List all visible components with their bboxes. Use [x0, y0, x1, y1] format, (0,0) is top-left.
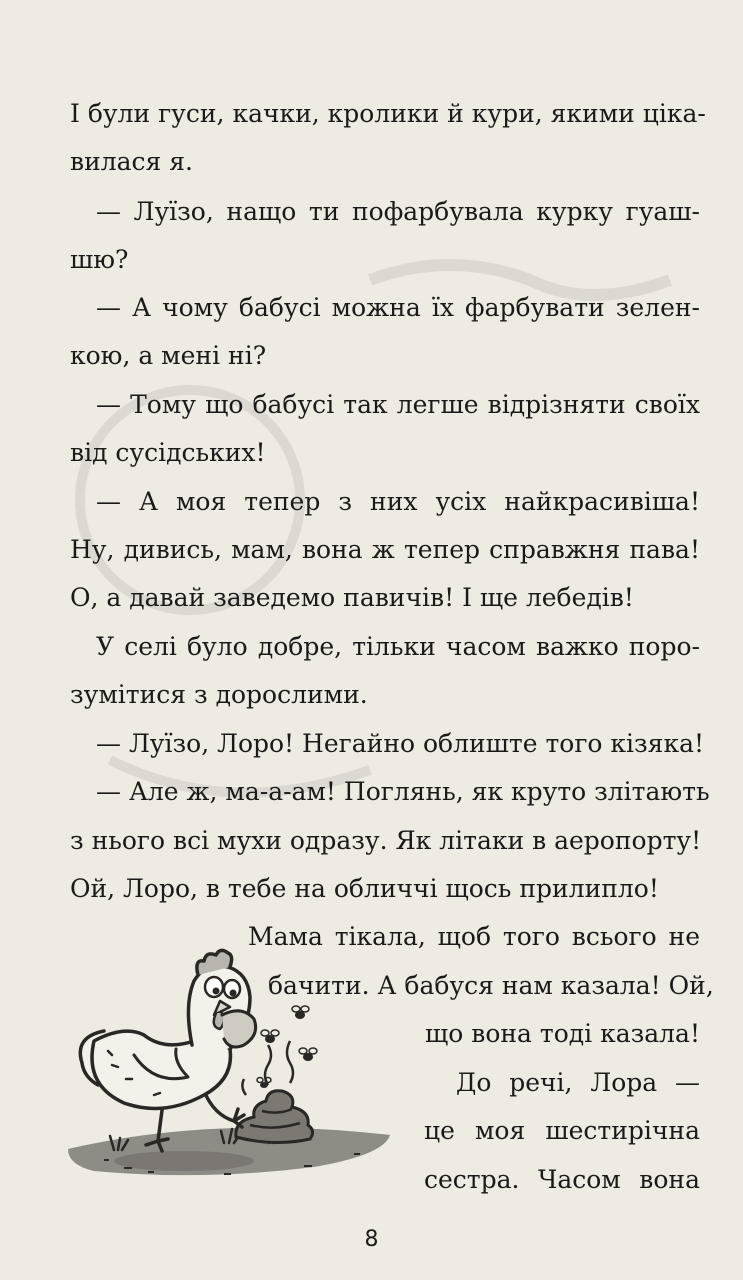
fly-icon	[292, 1006, 309, 1019]
text-line: — А чому бабусі можна їх фарбувати зелен-	[96, 293, 700, 322]
text-line: від сусідських!	[70, 438, 266, 467]
text-line: шю?	[70, 245, 129, 274]
dung-pile-icon	[236, 1041, 313, 1143]
text-line: вилася я.	[70, 147, 193, 176]
text-line: І були гуси, качки, кролики й кури, якими ціка-	[70, 99, 706, 128]
text-line: Ну, дивись, мам, вона ж тепер справжня пава!	[70, 535, 700, 564]
text-line: кою, а мені ні?	[70, 341, 267, 370]
fly-icon	[299, 1048, 317, 1061]
text-line: — Луїзо, Лоро! Негайно облиште того кізяка!	[96, 729, 705, 758]
text-line: з нього всі мухи одразу. Як літаки в аеропорту!	[70, 826, 702, 855]
text-line: — Луїзо, нащо ти пофарбувала курку гуаш-	[96, 197, 700, 226]
text-line: це моя шестирічна	[424, 1116, 700, 1145]
page-number: 8	[364, 1227, 379, 1252]
text-line: У селі було добре, тільки часом важко поро-	[96, 632, 700, 661]
text-line: сестра. Часом вона	[424, 1165, 700, 1194]
fly-icon	[257, 1078, 271, 1089]
text-line: — А моя тепер з них усіх найкрасивіша!	[96, 487, 700, 516]
text-line: що вона тоді казала!	[425, 1019, 700, 1048]
fly-icon	[261, 1030, 279, 1043]
text-line: До речі, Лора —	[456, 1068, 700, 1097]
text-line: Ой, Лоро, в тебе на обличчі щось прилипло!	[70, 874, 659, 903]
text-line: — Але ж, ма-а-ам! Поглянь, як круто злітають	[96, 777, 710, 806]
text-line: бачити. А бабуся нам казала! Ой,	[268, 971, 714, 1000]
text-line: О, а давай заведемо павичів! І ще лебедів!	[70, 583, 634, 612]
chicken-and-dung-illustration	[64, 945, 394, 1195]
chicken-icon	[80, 950, 255, 1151]
text-line: зумітися з дорослими.	[70, 680, 368, 709]
ground-shadow-dark	[114, 1151, 254, 1171]
text-line: Мама тікала, щоб того всього не	[248, 922, 700, 951]
text-line: — Тому що бабусі так легше відрізняти своїх	[96, 390, 700, 419]
